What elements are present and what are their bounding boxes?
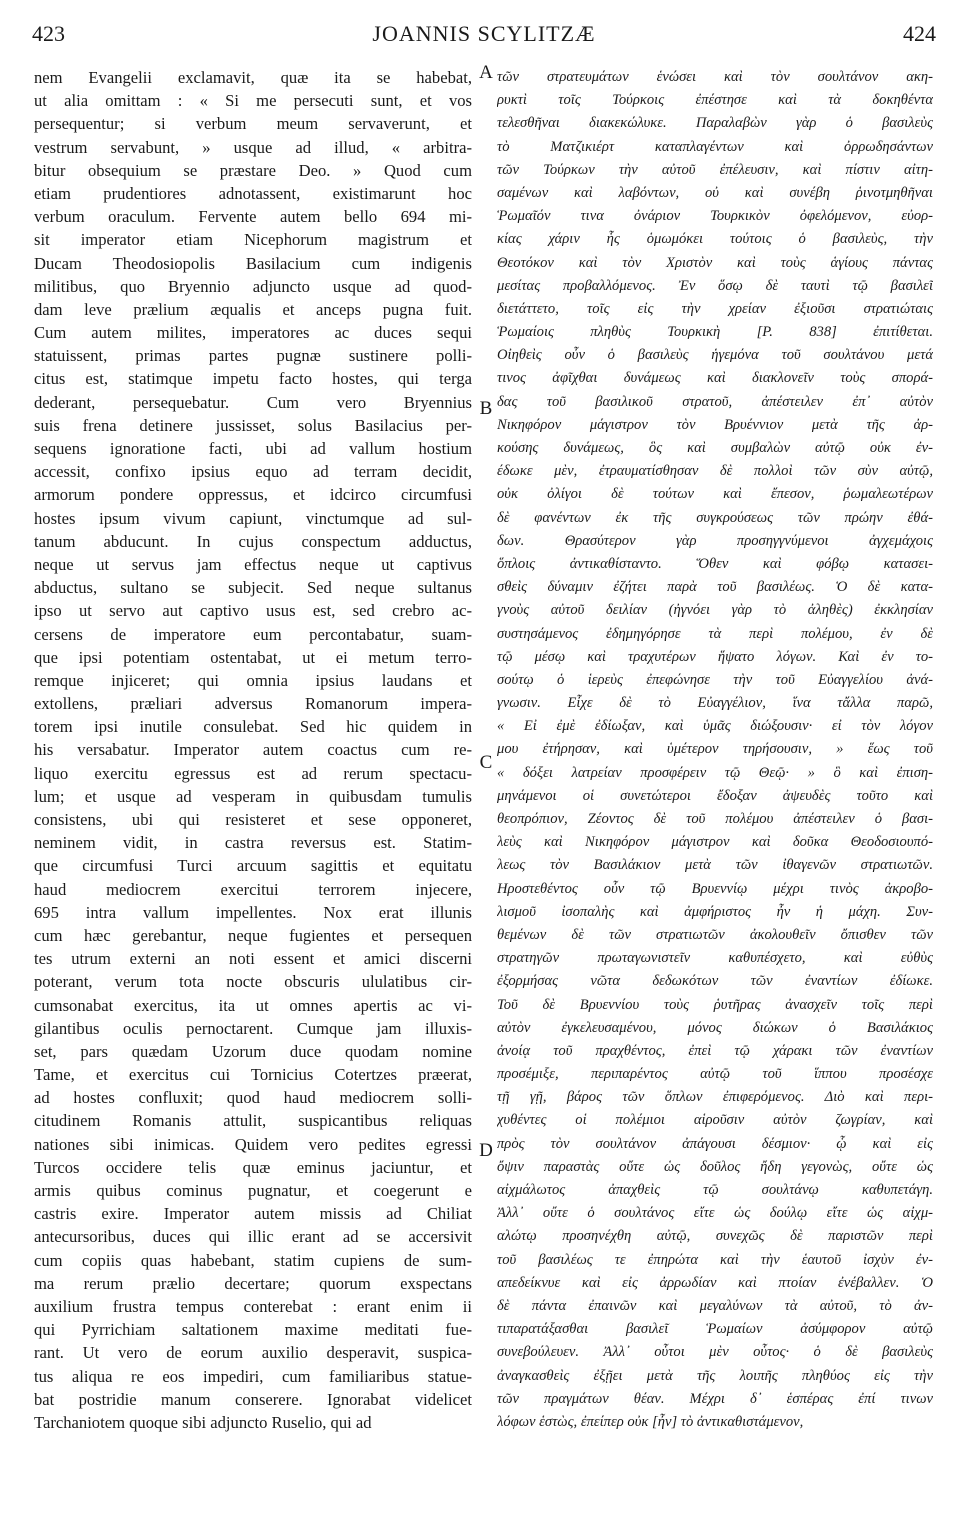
greek-text-line: ἀνοίᾳ τοῦ πραχθέντος, ἐπεὶ τῷ χάρακι τῶν ἐναντίων — [497, 1042, 933, 1059]
greek-text-line: θεμένων δὲ τῶν στρατιωτῶν ἀκολουθεῖν ὄπισθεν τῶν — [497, 926, 933, 943]
greek-text-line: μου ἐτήρησαν, καὶ ὑμέτερον τηρήσουσιν, » ἕως τοῦ — [497, 741, 933, 758]
greek-text-line: αὐτὸν ἐγκελευσαμένου, μόνος διώκων ὁ Βασιλάκιος — [497, 1019, 933, 1036]
latin-text-line: Cum autem milites, imperatores ac duces sequi — [34, 323, 472, 343]
greek-text-line: Θεοτόκον καὶ τὸν Χριστὸν καὶ τοὺς ἁγίους πάντας — [497, 254, 933, 271]
latin-text-line: etiam prudentiores adnotassent, existimarunt hoc — [34, 183, 472, 203]
latin-text-line: ut alia omittam : « Si me persecuti sunt, et vos — [34, 91, 472, 111]
greek-text-line: σούτῳ ὁ ἱερεὺς ἐπεφώνησε τὴν τοῦ Εὐαγγελίου ἀνά- — [497, 671, 933, 688]
greek-text-line: μεσίτας προβαλλόμενος. Ἐν ὅσῳ δὲ ταυτὶ τῷ βασιλεῖ — [497, 277, 933, 294]
latin-text-line: liquo exercitu egressus est ad rerum spectacu- — [34, 763, 472, 783]
latin-column — [34, 66, 472, 1434]
greek-text-line: έδωκε μὲν, ἐτραυματίσθησαν δὲ πολλοὶ τῶν σὺν αὐτῷ, — [497, 463, 933, 480]
latin-text-line: ma rerum prælio decertare; quorum exspectans — [34, 1273, 472, 1293]
greek-text-line: ἀναγκασθεὶς ἐξῇει μετὰ τῆς λοιπῆς πληθύος εἰς τὴν — [497, 1367, 933, 1384]
margin-letter-b: B — [479, 398, 493, 419]
latin-text-line: tes utrum externi an noti essent et amici discerni — [34, 949, 472, 969]
latin-text-line: extollens, præliari adversus Romanorum impera- — [34, 694, 472, 714]
greek-text-line: προσέμιξε, περιπαρέντος αὐτῷ τοῦ ἵππου προσέσχε — [497, 1066, 933, 1083]
greek-text-line: πρὸς τὸν σουλτάνον ἀπάγουσι δέσμιον· ᾧ καὶ εἰς — [497, 1135, 933, 1152]
greek-text-line: τῷ μέσῳ καὶ τραχυτέρων ἥψατο λόγων. Καὶ ἐν το- — [497, 648, 933, 665]
latin-text-line: sit imperator etiam Nicephorum magistrum et — [34, 230, 472, 250]
latin-text-line: cumsonabat exercitus, ita ut omnes apertis ac vi- — [34, 995, 472, 1015]
greek-text-line: Νικηφόρον μάγιστρον τὸν Βρυέννιον μετὰ τῆς ἀρ- — [497, 416, 933, 433]
latin-text-line: abductus, sultano se subjecit. Sed neque sultanus — [34, 578, 472, 598]
latin-text-line: auxilium frustra tempus conterebat : erant enim ii — [34, 1296, 472, 1316]
greek-text-line: λεως τὸν Βασιλάκιον μετὰ τῶν ἰθαγενῶν στρατιωτῶν. — [497, 857, 933, 874]
latin-text-line: suis frena detinere jussisset, solus Basilacius per- — [34, 415, 472, 435]
latin-text-line: ipso ut servo aut captivo usus est, sed crebro ac- — [34, 601, 472, 621]
latin-text-line: tanum abducunt. In cujus conspectum adductus, — [34, 531, 472, 551]
greek-text-line: κούσης δυνάμεως, ὃς καὶ συμβαλὼν αὐτῷ οὐκ ἐν- — [497, 440, 933, 456]
greek-text-line: δων. Θρασύτερον γὰρ προσηγγνύμενοι ἀγχεμάχοις — [497, 532, 933, 549]
greek-text-line: Ῥωμαῖόν τινα ὀνάριον Τουρκικὸν ὀφελόμενον, εὐορ- — [497, 208, 933, 225]
greek-text-line: Οἰηθεὶς οὖν ὁ βασιλεὺς ἡγεμόνα τοῦ σουλτάνου μετά — [497, 347, 933, 364]
greek-text-line: τιπαρατάξασθαι βασιλεῖ Ῥωμαίων ἀσύμφορον αὐτῷ — [497, 1321, 933, 1338]
margin-letter-a: A — [479, 62, 493, 83]
latin-text-line: nationes sibi inimicas. Quidem vero pedites egressi — [34, 1134, 472, 1154]
latin-text-line: bitur obsequium se præstare Deo. » Quod cum — [34, 160, 472, 180]
latin-text-line: persequentur; si verbum meum servaverunt, et — [34, 114, 472, 134]
latin-text-line: neque ut servus jam effectus neque ut captivus — [34, 554, 472, 574]
latin-text-line: ad hostes confluxit; quod haud mediocrem solli- — [34, 1088, 472, 1108]
latin-text-line: remque injiceret; qui omnia ipsius laudans et — [34, 670, 472, 690]
latin-text-line: qui Pyrrichiam saltationem maxime meditati fue- — [34, 1320, 472, 1340]
greek-text-line: δὲ φανέντων ἐκ τῆς συγκρούσεως τῶν πρώην ἐθά- — [497, 509, 933, 526]
greek-text-line: γνοὺς αὐτοῦ δειλίαν (ἠγνόει γὰρ τὸ ἀληθὲς) ἐκκλησίαν — [497, 602, 933, 619]
greek-text-line: γνωσιν. Εἶχε δὲ τὸ Εὐαγγέλιον, ἵνα τἄλλα παρῶ, — [497, 695, 933, 712]
greek-text-line: ὅπλοις ἀντικαθίσταντο. Ὅθεν καὶ φόβῳ κατασει- — [497, 555, 933, 572]
greek-text-line: ὄψιν παραστὰς οὔτε ὡς δοῦλος ἤδη γεγονὼς, οὔτε ὡς — [497, 1158, 933, 1175]
page-number-right: 424 — [903, 21, 936, 46]
greek-text-line: στρατηγῶν πρωταγωνιστεῖν καθυπέσχετο, καὶ εὐθὺς — [497, 950, 933, 967]
greek-text-line: Ηροστεθέντος οὖν τῷ Βρυεννίῳ μέχρι τινὸς ἀκροβο- — [497, 880, 933, 897]
greek-text-line: ἐξορμήσας νῶτα δεδωκότων τῶν ἐναντίων ἐδίωκε. — [497, 973, 933, 990]
latin-text-line: Turcos occidere telis quæ eminus jaciuntur, et — [34, 1157, 472, 1177]
latin-text-line: castris exire. Imperator autem missis ad Chiliat — [34, 1204, 472, 1224]
margin-letter-c: C — [479, 752, 493, 773]
latin-text-line: poterant, verum tota nocte obscuris ululatibus cir- — [34, 972, 472, 992]
latin-text-line: haud mediocrem exercitui terrorem injecere, — [34, 879, 472, 899]
latin-text-line: militibus, quo Bryennio adjuncto usque ad quod- — [34, 276, 472, 296]
greek-text-line: συστησάμενος ἐδημηγόρησε τὰ περὶ πολέμου, ἐν δὲ — [497, 625, 933, 642]
greek-text-line: διετάττετο, τοῖς εἰς τὴν χρείαν ἐξιοῦσι στρατιώταις — [497, 300, 933, 317]
latin-text-line: dam leve prælium æqualis et anceps pugna fuit. — [34, 299, 472, 319]
latin-text-line: lum; et usque ad vesperam in quibusdam tumulis — [34, 786, 472, 806]
latin-text-line: tus aliqua re eos impediri, cum familiaribus statue- — [34, 1366, 472, 1386]
greek-text-line: ρυκτὶ τοῖς Τούρκοις ἐπέστησε καὶ τὰ δοκηθέντα — [497, 92, 933, 109]
latin-text-line: hostes ipsum vivum capiunt, vinctumque ad sul- — [34, 508, 472, 528]
greek-text-line: Ῥωμαίοις πληθὺς Τουρκικὴ [P. 838] ἐπιτίθεται. — [497, 324, 933, 341]
greek-text-line: δὲ πάντα ἐπαινῶν καὶ μεγαλύνων τὰ αὐτοῦ, τὸ ἀν- — [497, 1297, 933, 1314]
latin-text-line: his versabatur. Imperator autem coactus cum re- — [34, 740, 472, 760]
latin-text-line: rant. Ut vero de eorum auxilio desperavit, suspica- — [34, 1343, 472, 1363]
greek-text-line: Τοῦ δὲ Βρυεννίου τοὺς ῥυτῆρας ἀνασχεῖν τοῖς περὶ — [497, 996, 933, 1013]
greek-text-line: λεὺς καὶ Νικηφόρον μάγιστρον καὶ δοῦκα Θεοδοσιουπό- — [497, 834, 933, 851]
greek-text-line: τῶν στρατευμάτων ἑνώσει καὶ τὸν σουλτάνον ακη- — [497, 69, 933, 85]
latin-text-line: gilantibus oculis pernoctarent. Cumque jam illuxis- — [34, 1018, 472, 1038]
greek-text-line: τῶν Τούρκων τὴν αὐτοῦ ἐπέλευσιν, καὶ πίστιν αἰτη- — [497, 161, 933, 178]
latin-text-line: verbum oraculum. Fervente autem bello 694 mi- — [34, 207, 472, 227]
running-title: JOANNIS SCYLITZÆ — [372, 21, 596, 46]
latin-text-line: bat postridie manum conserere. Ignorabat videlicet — [34, 1389, 472, 1409]
greek-text-line: συνεβούλευεν. Ἀλλ᾽ οὗτοι μὲν οὗτος· ὁ δὲ βασιλεὺς — [497, 1344, 933, 1361]
latin-text-line: armis quibus cominus pugnatur, et coegerunt e — [34, 1181, 472, 1200]
latin-text-line: dederant, persequebatur. Cum vero Bryennius — [34, 392, 472, 412]
latin-text-line: Tame, et exercitus cui Tornicius Cotertzes præerat, — [34, 1065, 472, 1085]
latin-text-line: consistens, ubi qui resisteret et sese opponeret, — [34, 810, 472, 829]
latin-text-line: torem ipsi inutile consulebat. Sed hic quidem in — [34, 717, 472, 737]
latin-text-line: cersens de imperatore eum percontabatur, suam- — [34, 624, 472, 644]
greek-text-line: τοῦ βασιλέως τε ἐπηρώτα καὶ τὴν ἑαυτοῦ ἰσχὺν ἐν- — [497, 1251, 933, 1268]
greek-text-line: χυθέντες οἱ πολέμιοι αἱροῦσιν αὐτὸν ζωγρίαν, καὶ — [497, 1112, 933, 1129]
greek-text-line: αἰχμάλωτος ἀπαχθεὶς τῷ σουλτάνῳ καθυπετάγη. — [497, 1182, 933, 1198]
greek-text-line: τὸ Ματζικιέρτ καταπλαγέντων καὶ ὀρρωδησάντων — [497, 138, 933, 155]
greek-text-line: δας τοῦ βασιλικοῦ στρατοῦ, ἀπέστειλεν ἐπ᾽ αὐτὸν — [497, 393, 933, 410]
greek-text-line: θεοπρόπιον, Ζέοντος δὲ τοῦ πολέμου ἀπέστειλεν ὁ βασι- — [497, 811, 933, 827]
latin-text-line: armorum pondere oppressus, et idcirco circumfusi — [34, 485, 472, 505]
greek-text-line: « δόξει λατρείαν προσφέρειν τῷ Θεῷ· » ὃ καὶ ἐπιση- — [497, 764, 933, 781]
latin-text-line: citus est, statimque impetu facto hostes, qui terga — [34, 369, 472, 389]
latin-text-line: set, pars quædam Uzorum duce quodam nomine — [34, 1041, 472, 1061]
margin-letter-d: D — [479, 1140, 493, 1161]
greek-text-line: τῇ γῇ, βάρος τῶν ὅπλων ἐπιφερόμενος. Διὸ καὶ περι- — [497, 1089, 933, 1106]
greek-text-line: αλώτῳ προσηνέχθη αὐτῷ, συνεχῶς δὲ παριστῶν περὶ — [497, 1228, 933, 1245]
latin-text-line: que circumfusi Turci arcuum sagittis et equitatu — [34, 856, 472, 876]
page-number-left: 423 — [32, 21, 65, 46]
greek-text-line: Ἀλλ᾽ οὔτε ὁ σουλτάνος εἴτε ὡς δούλῳ εἴτε ὡς αἰχμ- — [497, 1205, 933, 1222]
latin-text-line: Tarchaniotem quoque sibi adjuncto Ruselio, qui ad — [34, 1412, 372, 1432]
latin-text-line: statuissent, primas partes pugnæ sustinere polli- — [34, 346, 472, 366]
latin-text-line: accessit, confixo ipsius equo ad terram decidit, — [34, 462, 472, 482]
greek-column — [497, 66, 933, 1434]
greek-text-line: λόφων ἑστὼς, ἐπείπερ οὐκ [ἦν] τὸ ἀντικαθιστάμενον, — [497, 1413, 804, 1430]
greek-text-line: τῶν πραγμάτων θέαν. Μέχρι δ᾽ ἑσπέρας ἐπί τινων — [497, 1390, 933, 1407]
greek-text-line: τινος ἀφῖχθαι δυνάμεως καὶ διακλονεῖν τοὺς σπορά- — [497, 370, 933, 387]
latin-text-line: que ipsi potentiam ostentabat, ut ei metum terro- — [34, 647, 472, 667]
latin-text-line: antecursoribus, duces qui illic erant ad se accersivit — [34, 1227, 472, 1247]
greek-text-line: τελεσθῆναι διακεκώλυκε. Παραλαβὼν γὰρ ὁ βασιλεὺς — [497, 115, 933, 132]
greek-text-line: οὐκ ὀλίγοι δὲ τούτων καὶ ἔπεσον, ῥωμαλεωτέρων — [497, 486, 933, 503]
latin-text-line: vestrum servabunt, » usque ad illud, « arbitra- — [34, 137, 472, 157]
greek-text-line: σαμένων καὶ λαβόντων, οὐ καὶ συνέβη ῥινοτμηθῆναι — [497, 184, 933, 201]
greek-text-line: λισμοῦ ἰσοπαλὴς καὶ ἀμφήριστος ἦν ἡ μάχη. Συν- — [497, 903, 933, 920]
running-header — [32, 16, 936, 52]
latin-text-line: neminem vidit, in castra reversus est. Statim- — [34, 833, 472, 853]
greek-text-line: απεδείκνυε καὶ εἰς ἀρρωδίαν καὶ πτοίαν ἐνέβαλλεν. Ὁ — [497, 1274, 933, 1291]
latin-text-line: nem Evangelii exclamavit, quæ ita se habebat, — [34, 68, 472, 87]
latin-text-line: cum copiis quas habebant, statim cupiens de sum- — [34, 1250, 472, 1270]
greek-text-line: σθεὶς δύναμιν ἐζήτει παρὰ τοῦ βασιλέως. Ὁ δὲ κατα- — [497, 579, 933, 596]
greek-text-line: κίας χάριν ἧς ὁμωμόκει τούτοις ὁ βασιλεὺς, τὴν — [497, 231, 933, 248]
latin-text-line: sequens ignoratione facti, ubi ad vallum hostium — [34, 439, 472, 458]
latin-text-line: 695 intra vallum impellentes. Nox erat illunis — [34, 902, 472, 922]
latin-text-line: cum hæc gerebantur, neque fugientes et persequen — [34, 925, 472, 945]
latin-text-line: Ducam Theodosiopolis Basilacium cum indigenis — [34, 253, 472, 273]
greek-text-line: « Εἰ ἐμὲ ἐδίωξαν, καὶ ὑμᾶς διώξουσιν· εἰ τὸν λόγον — [497, 718, 933, 735]
greek-text-line: μηνάμενοι οἱ συνετώτεροι ἔδοξαν ἀψευδὲς τοῦτο καὶ — [497, 787, 933, 804]
latin-text-line: citudinem Romanis attulit, suspicantibus reliquas — [34, 1111, 472, 1131]
